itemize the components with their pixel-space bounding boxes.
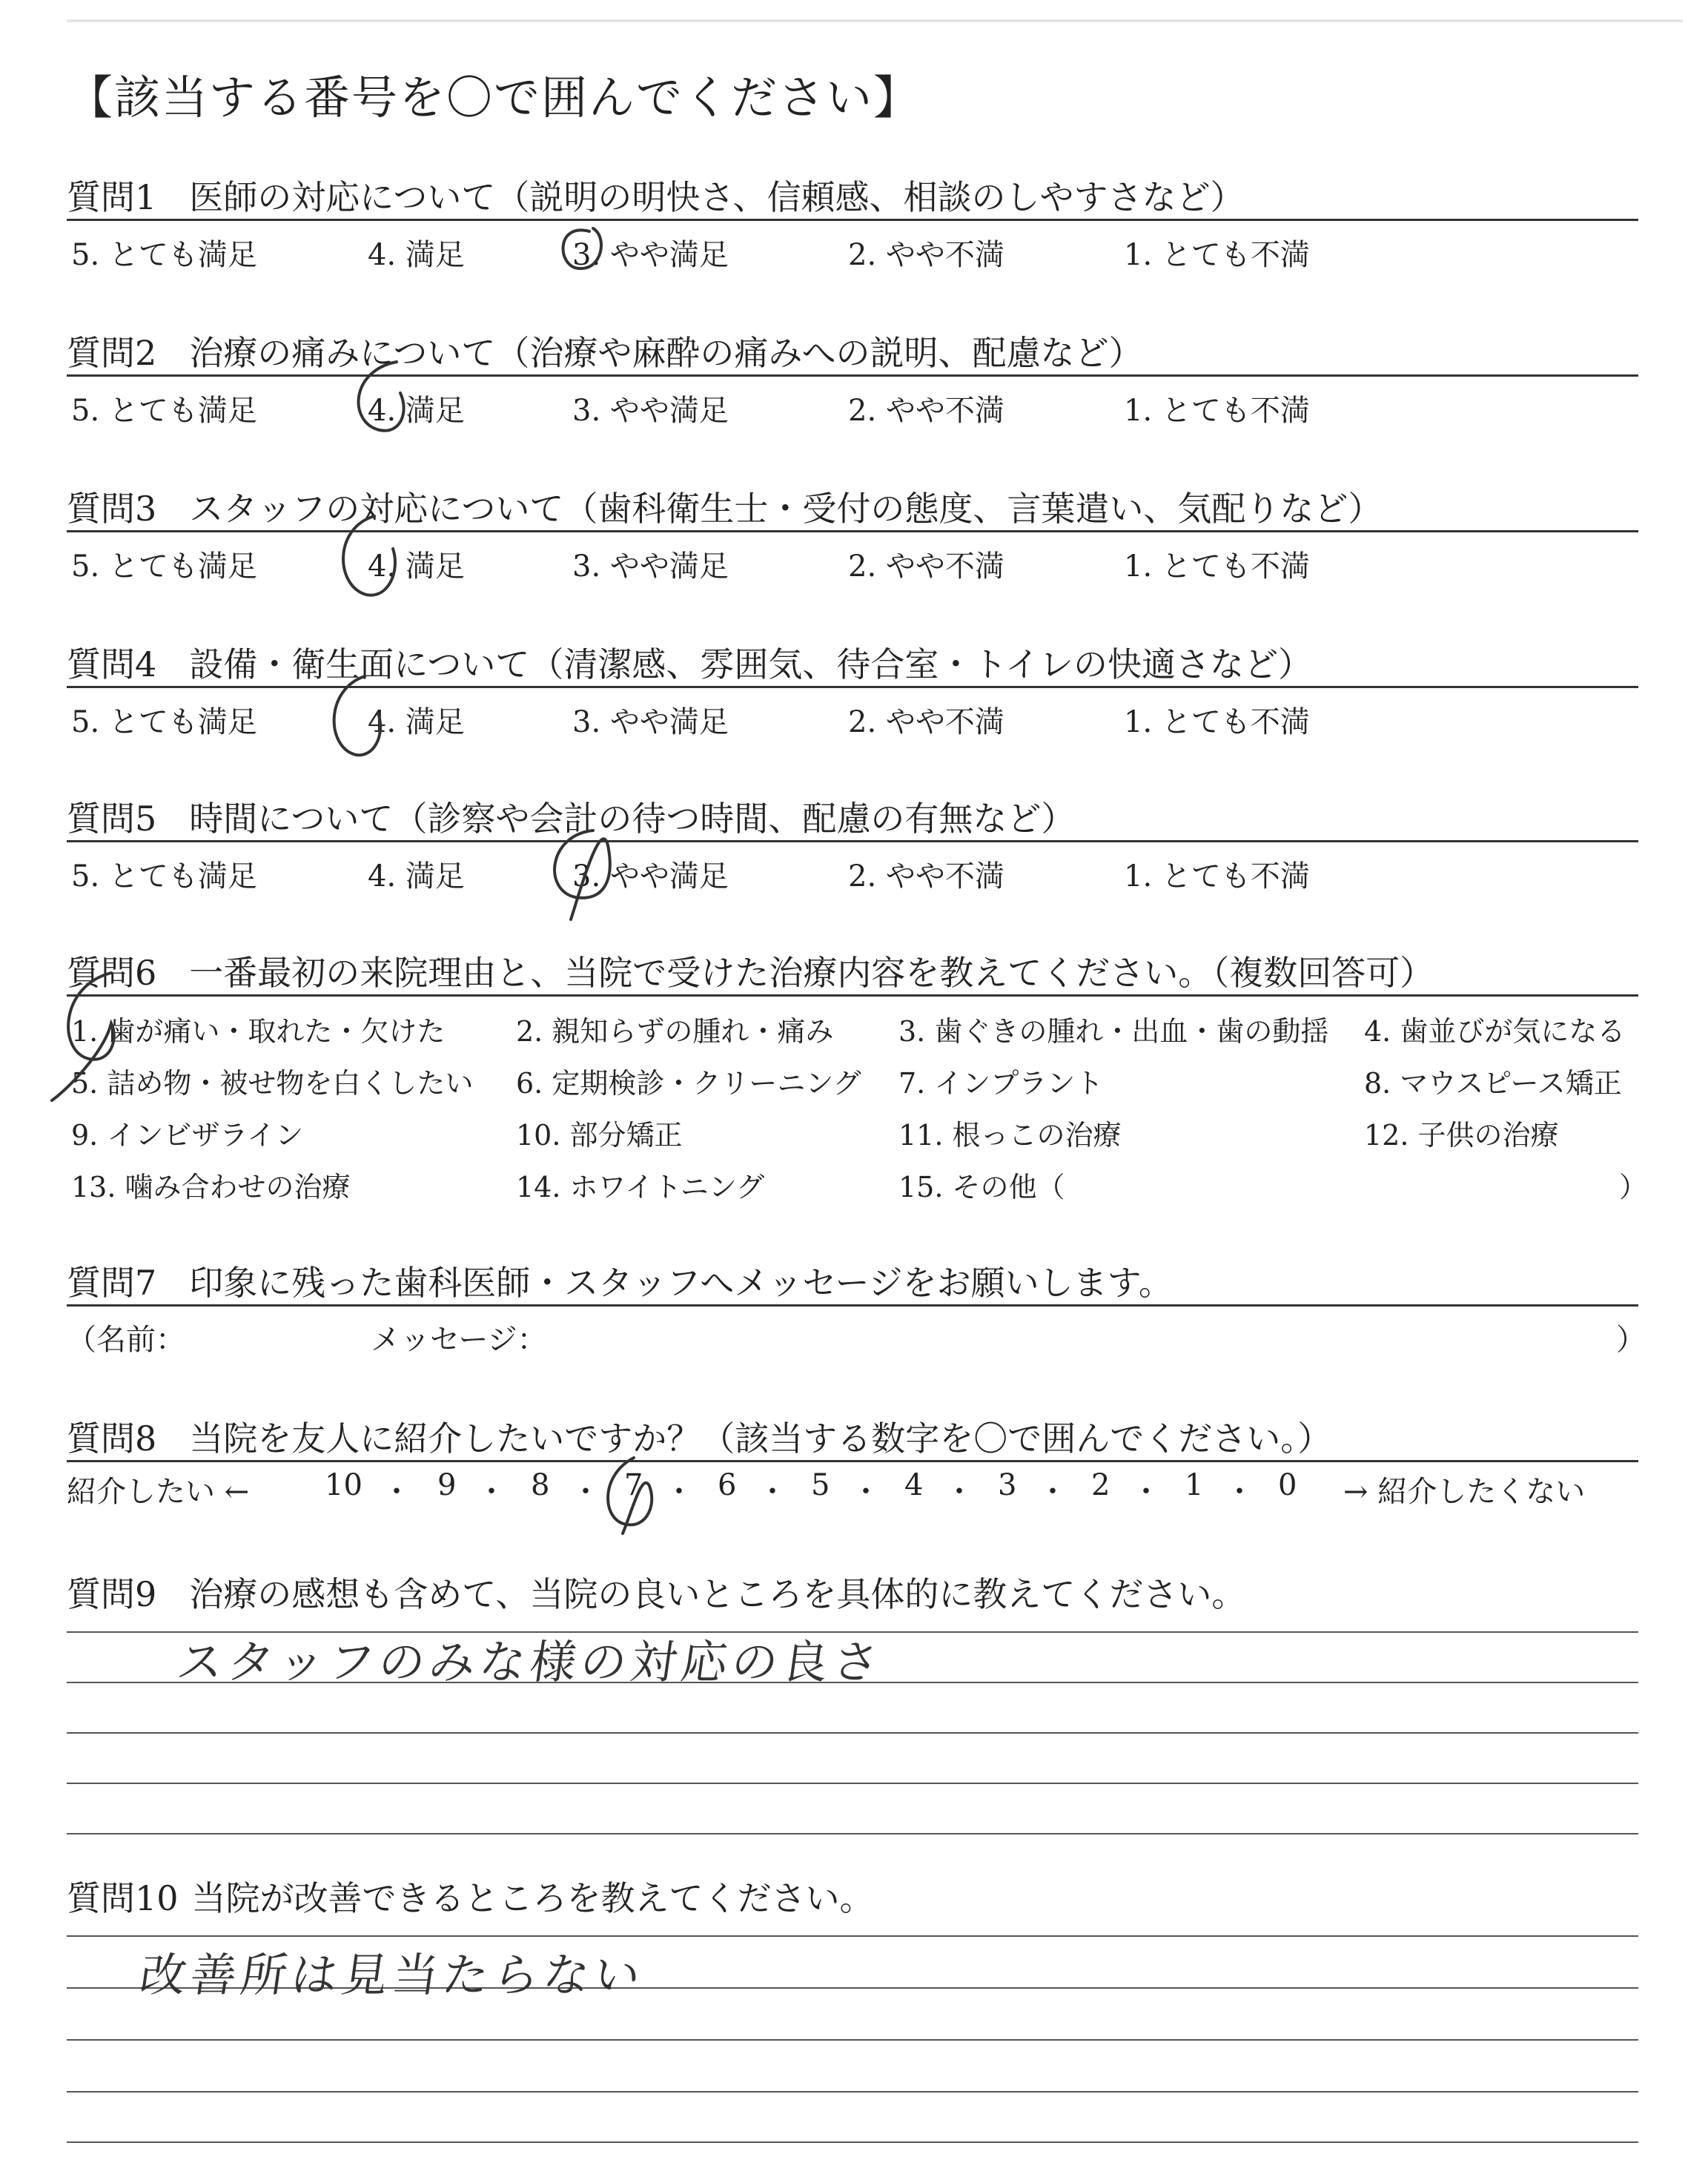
q8-dot: ・ <box>851 1475 881 1509</box>
question-4-options <box>71 698 1628 740</box>
q9-answer-line-4 <box>67 1783 1638 1784</box>
question-6-rule <box>67 994 1638 997</box>
question-7-heading <box>67 1256 1631 1304</box>
q8-right-label: → 紹介したくない <box>1343 1475 1586 1509</box>
q5-option-3[interactable]: 3. やや満足 <box>572 859 729 894</box>
question-6-options <box>71 1008 1648 1223</box>
q10-answer-line-4 <box>67 2091 1638 2093</box>
question-9-number: 質問9 <box>67 1574 157 1614</box>
q9-answer-line-3 <box>67 1732 1638 1734</box>
question-3-heading <box>67 482 1631 529</box>
q8-dot: ・ <box>664 1475 694 1509</box>
q7-close-paren: ） <box>1616 1323 1646 1357</box>
question-9-heading <box>67 1568 1631 1615</box>
q4-option-1[interactable]: 1. とても不満 <box>1124 705 1310 739</box>
q8-scale-8[interactable]: 8 <box>531 1468 550 1502</box>
question-10-heading <box>67 1872 1631 1919</box>
question-3-number: 質問3 <box>67 489 157 529</box>
question-4-text: 設備・衛生面について（清潔感、雰囲気、待合室・トイレの快適さなど） <box>189 644 1313 684</box>
question-3-options <box>71 543 1628 584</box>
q6-item-13[interactable]: 13. 噛み合わせの治療 <box>71 1171 351 1203</box>
q8-dot: ・ <box>1038 1475 1068 1509</box>
q8-scale-4[interactable]: 4 <box>904 1468 924 1502</box>
q2-option-1[interactable]: 1. とても不満 <box>1124 394 1310 428</box>
q6-item-1[interactable]: 1. 歯が痛い・取れた・欠けた <box>71 1015 446 1048</box>
question-5-rule <box>67 840 1638 842</box>
q8-scale-2[interactable]: 2 <box>1091 1468 1110 1502</box>
q8-scale-6[interactable]: 6 <box>718 1468 737 1502</box>
q6-item-10[interactable]: 10. 部分矯正 <box>516 1119 683 1152</box>
question-6-heading <box>67 946 1631 994</box>
question-3-rule <box>67 530 1638 532</box>
q8-dot: ・ <box>382 1475 411 1509</box>
q8-left-label: 紹介したい ← <box>67 1475 250 1509</box>
q9-answer-line-5 <box>67 1833 1638 1834</box>
q10-handwritten-answer[interactable]: 改善所は見当たらない <box>136 1948 649 2002</box>
q4-option-2[interactable]: 2. やや不満 <box>848 705 1004 739</box>
question-5-number: 質問5 <box>67 799 157 839</box>
q5-option-5[interactable]: 5. とても満足 <box>71 859 257 894</box>
question-2-number: 質問2 <box>67 333 157 373</box>
question-2-text: 治療の痛みについて（治療や麻酔の痛みへの説明、配慮など） <box>189 333 1143 373</box>
question-6-number: 質問6 <box>67 953 157 993</box>
question-6-text: 一番最初の来院理由と、当院で受けた治療内容を教えてください。（複数回答可） <box>189 953 1434 993</box>
question-4-rule <box>67 686 1638 688</box>
q8-recommend-scale <box>67 1468 1638 1513</box>
q8-dot: ・ <box>571 1475 600 1509</box>
q1-option-2[interactable]: 2. やや不満 <box>848 238 1004 272</box>
q8-scale-10[interactable]: 10 <box>325 1468 363 1502</box>
question-1-number: 質問1 <box>67 177 157 217</box>
q8-scale-9[interactable]: 9 <box>437 1468 457 1502</box>
q6-item-3[interactable]: 3. 歯ぐきの腫れ・出血・歯の動揺 <box>898 1015 1329 1048</box>
q8-dot: ・ <box>477 1475 506 1509</box>
question-8-number: 質問8 <box>67 1418 157 1459</box>
question-7-rule <box>67 1304 1638 1307</box>
question-1-text: 医師の対応について（説明の明快さ、信頼感、相談のしやすさなど） <box>189 177 1245 217</box>
question-7-answer-row[interactable] <box>67 1316 1646 1358</box>
q1-option-3[interactable]: 3. やや満足 <box>572 238 729 272</box>
q8-scale-0[interactable]: 0 <box>1278 1468 1297 1502</box>
q6-item-4[interactable]: 4. 歯並びが気になる <box>1364 1015 1626 1048</box>
question-4-heading <box>67 638 1631 685</box>
q5-option-2[interactable]: 2. やや不満 <box>848 859 1004 894</box>
question-8-rule <box>67 1460 1638 1462</box>
question-5-text: 時間について（診察や会計の待つ時間、配慮の有無など） <box>189 799 1076 839</box>
question-10-text: 当院が改善できるところを教えてください。 <box>191 1878 874 1918</box>
question-5-options <box>71 853 1628 894</box>
question-8-heading <box>67 1412 1631 1459</box>
q5-option-4[interactable]: 4. 満足 <box>368 859 465 894</box>
q7-name-label: （名前： <box>67 1323 185 1357</box>
q4-option-4[interactable]: 4. 満足 <box>368 705 465 739</box>
q5-option-1[interactable]: 1. とても不満 <box>1124 859 1310 894</box>
q3-option-4[interactable]: 4. 満足 <box>368 549 465 584</box>
q4-option-3[interactable]: 3. やや満足 <box>572 705 729 739</box>
q8-scale-3[interactable]: 3 <box>998 1468 1017 1502</box>
question-2-heading <box>67 326 1631 374</box>
question-1-heading <box>67 171 1631 218</box>
question-3-text: スタッフの対応について（歯科衛生士・受付の態度、言葉遣い、気配りなど） <box>189 489 1383 529</box>
q3-option-2[interactable]: 2. やや不満 <box>848 549 1004 584</box>
question-7-number: 質問7 <box>67 1263 157 1303</box>
q8-dot: ・ <box>758 1475 787 1509</box>
q3-option-3[interactable]: 3. やや満足 <box>572 549 729 584</box>
q6-item-8[interactable]: 8. マウスピース矯正 <box>1364 1067 1622 1100</box>
q6-item-2[interactable]: 2. 親知らずの腫れ・痛み <box>516 1015 834 1048</box>
q6-item-9[interactable]: 9. インビザライン <box>71 1119 304 1152</box>
q6-item-12[interactable]: 12. 子供の治療 <box>1364 1119 1559 1152</box>
top-edge-line <box>67 19 1683 22</box>
q10-answer-line-5 <box>67 2141 1638 2143</box>
q2-option-3[interactable]: 3. やや満足 <box>572 394 729 428</box>
question-1-rule <box>67 219 1638 221</box>
question-7-text: 印象に残った歯科医師・スタッフへメッセージをお願いします。 <box>189 1263 1173 1303</box>
question-9-text: 治療の感想も含めて、当院の良いところを具体的に教えてください。 <box>189 1574 1246 1614</box>
q6-item-14[interactable]: 14. ホワイトニング <box>516 1171 765 1203</box>
question-2-rule <box>67 374 1638 377</box>
q4-option-5[interactable]: 5. とても満足 <box>71 705 257 739</box>
q6-item-11[interactable]: 11. 根っこの治療 <box>898 1119 1122 1152</box>
question-1-options <box>71 231 1628 273</box>
q6-item-15-close: ） <box>1619 1171 1648 1203</box>
q9-handwritten-answer[interactable]: スタッフのみな様の対応の良さ <box>173 1635 887 1689</box>
q1-option-5[interactable]: 5. とても満足 <box>71 238 257 272</box>
q2-option-5[interactable]: 5. とても満足 <box>71 394 257 428</box>
q8-scale-7[interactable]: 7 <box>624 1468 643 1502</box>
q2-option-4[interactable]: 4. 満足 <box>368 394 465 428</box>
q8-scale-1[interactable]: 1 <box>1185 1468 1204 1502</box>
question-10-number: 質問10 <box>67 1878 179 1918</box>
page-title: 【該当する番号を〇で囲んでください】 <box>67 70 921 125</box>
q10-answer-line-3 <box>67 2039 1638 2041</box>
q7-message-label: メッセージ： <box>371 1323 547 1357</box>
q3-option-1[interactable]: 1. とても不満 <box>1124 549 1310 584</box>
question-4-number: 質問4 <box>67 644 157 684</box>
q8-dot: ・ <box>944 1475 974 1509</box>
question-2-options <box>71 387 1628 429</box>
q1-option-4[interactable]: 4. 満足 <box>368 238 465 272</box>
q10-answer-line-1 <box>67 1935 1638 1937</box>
q8-dot: ・ <box>1131 1475 1161 1509</box>
q6-item-15[interactable]: 15. その他（ <box>898 1171 1065 1203</box>
q3-option-5[interactable]: 5. とても満足 <box>71 549 257 584</box>
question-5-heading <box>67 792 1631 839</box>
q2-option-2[interactable]: 2. やや不満 <box>848 394 1004 428</box>
q8-scale-5[interactable]: 5 <box>811 1468 830 1502</box>
q6-item-5[interactable]: 5. 詰め物・被せ物を白くしたい <box>71 1067 474 1100</box>
q6-item-6[interactable]: 6. 定期検診・クリーニング <box>516 1067 861 1100</box>
q6-item-7[interactable]: 7. インプラント <box>898 1067 1104 1100</box>
question-8-text: 当院を友人に紹介したいですか？（該当する数字を〇で囲んでください。） <box>189 1418 1332 1459</box>
q1-option-1[interactable]: 1. とても不満 <box>1124 238 1310 272</box>
q8-dot: ・ <box>1225 1475 1254 1509</box>
